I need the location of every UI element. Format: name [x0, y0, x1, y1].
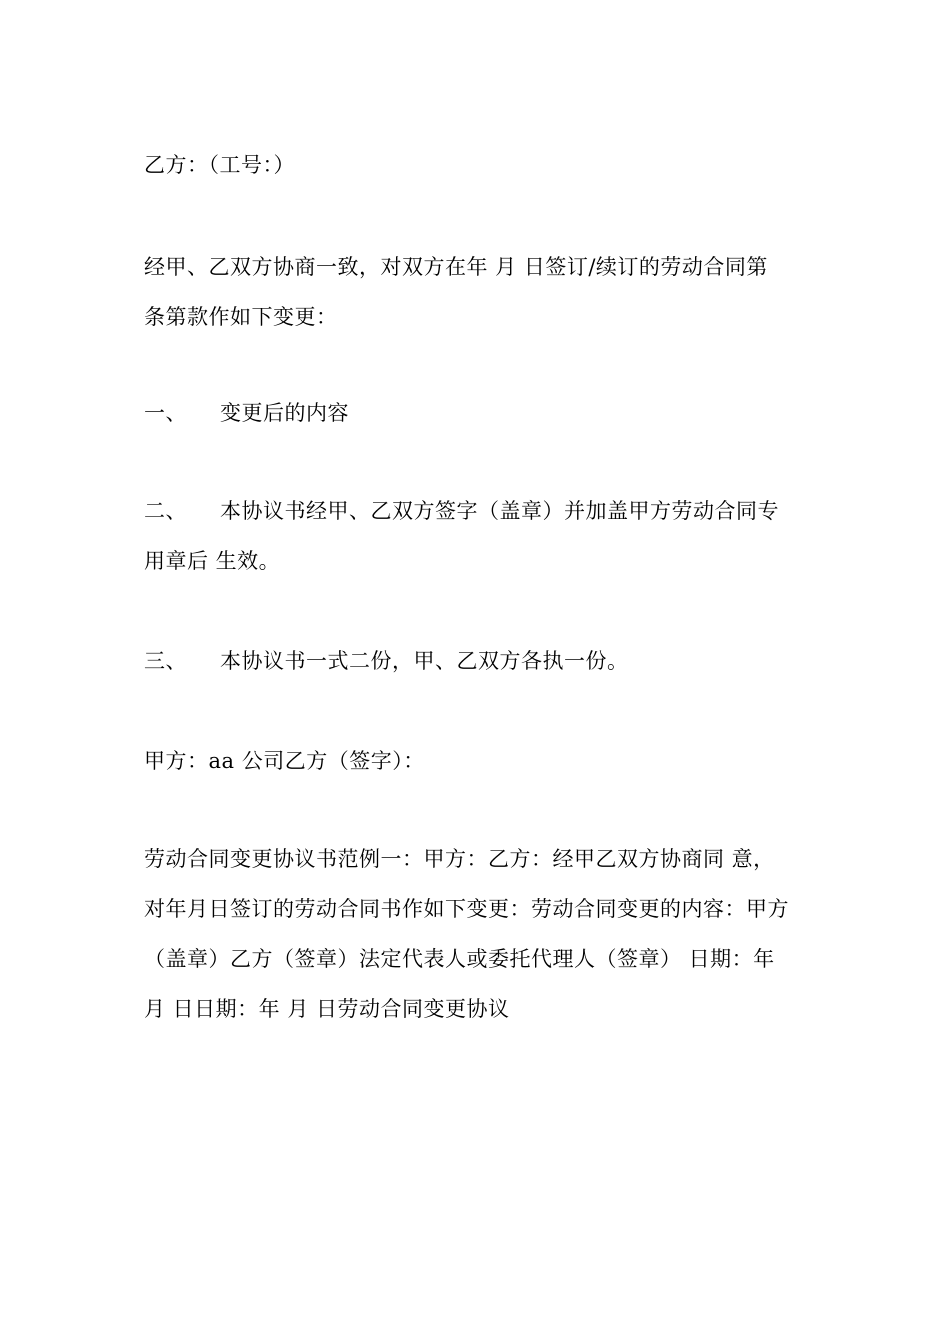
item-1 — [144, 388, 814, 438]
item-2 — [144, 486, 814, 586]
intro-line-2: 条第款作如下变更： — [144, 305, 338, 329]
item-2-number: 二、 — [144, 499, 187, 523]
item-2-text-line-2: 用章后 生效。 — [144, 549, 281, 573]
item-2-text-line-1: 本协议书经甲、乙双方签字（盖章）并加盖甲方劳动合同专 — [220, 499, 779, 523]
example-line-3: （盖章）乙方（签章）法定代表人或委托代理人（签章） 日期：年 — [144, 947, 775, 971]
party-b-text: 乙方：（工号：） — [144, 153, 295, 177]
signature-text: 甲方：aa 公司乙方（签字）： — [144, 749, 425, 773]
item-1-number: 一、 — [144, 401, 187, 425]
item-3-text: 本协议书一式二份，甲、乙双方各执一份。 — [220, 649, 629, 673]
example-paragraph — [144, 834, 814, 1034]
party-b-line — [144, 140, 814, 190]
signature-line — [144, 736, 814, 786]
item-3 — [144, 636, 814, 686]
intro-line-1: 经甲、乙双方协商一致，对双方在年 月 日签订/续订的劳动合同第 — [144, 255, 768, 279]
example-line-4: 月 日日期：年 月 日劳动合同变更协议 — [144, 997, 510, 1021]
item-1-text: 变更后的内容 — [220, 401, 349, 425]
intro-paragraph — [144, 242, 814, 342]
item-3-number: 三、 — [144, 649, 187, 673]
example-line-2: 对年月日签订的劳动合同书作如下变更：劳动合同变更的内容：甲方 — [144, 897, 789, 921]
example-line-1: 劳动合同变更协议书范例一：甲方：乙方：经甲乙双方协商同 意， — [144, 847, 775, 871]
